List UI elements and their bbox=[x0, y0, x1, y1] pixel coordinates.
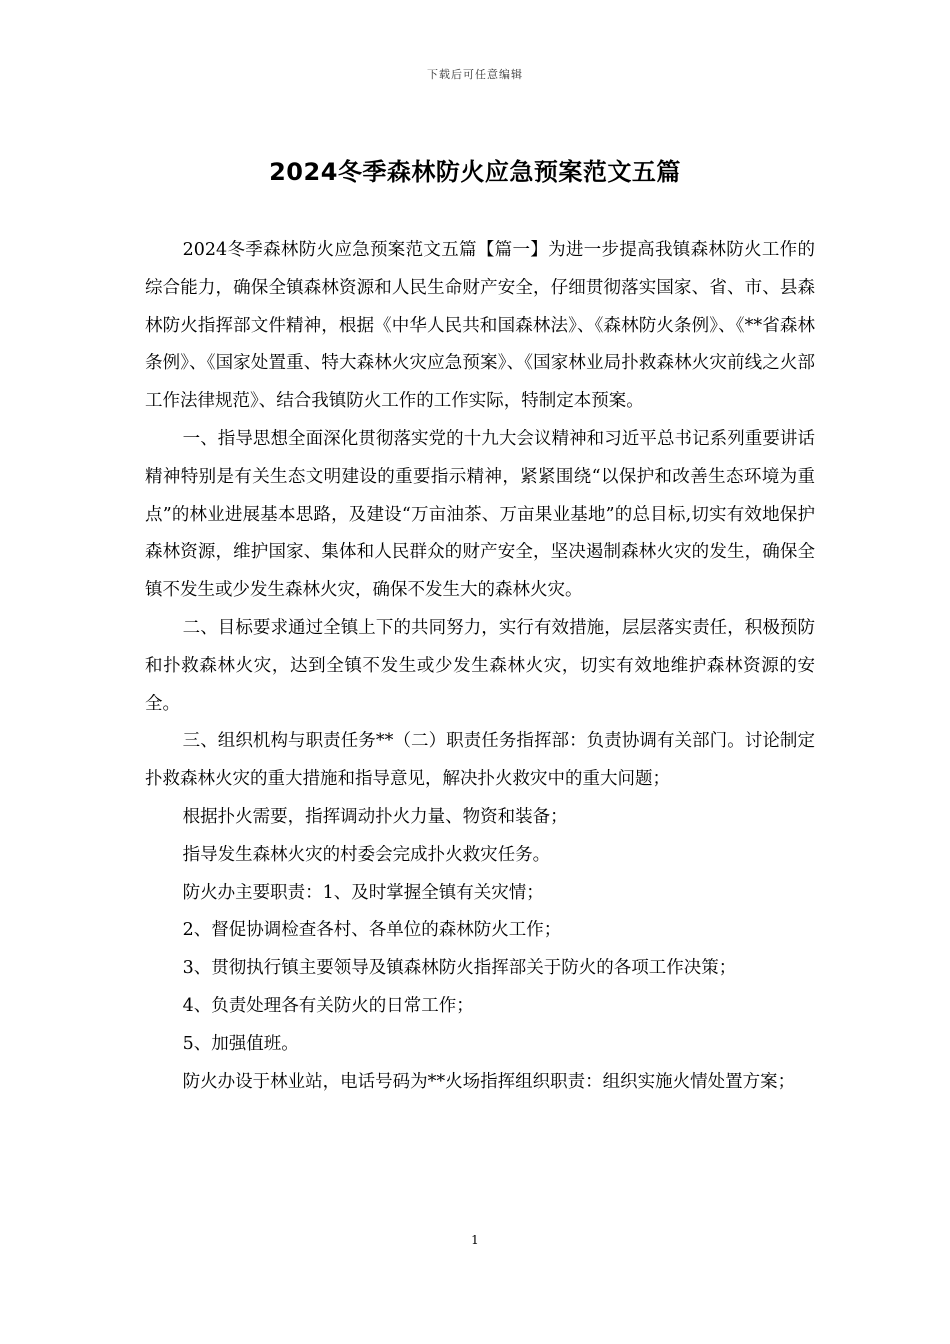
paragraph: 三、组织机构与职责任务**（二）职责任务指挥部：负责协调有关部门。讨论制定扑救森林火灾的重大措施和指导意见，解决扑火救灾中的重大问题； bbox=[145, 731, 815, 790]
paragraph: 二、目标要求通过全镇上下的共同努力，实行有效措施，层层落实责任，积极预防和扑救森林火灾，达到全镇不发生或少发生森林火灾，切实有效地维护森林资源的安全。 bbox=[145, 617, 815, 714]
paragraph: 2、督促协调检查各村、各单位的森林防火工作； bbox=[182, 920, 562, 941]
page-header-note: 下载后可任意编辑 bbox=[427, 68, 523, 81]
paragraph: 3、贯彻执行镇主要领导及镇森林防火指挥部关于防火的各项工作决策； bbox=[182, 958, 737, 979]
paragraph: 5、加强值班。 bbox=[182, 1033, 299, 1054]
paragraph: 防火办主要职责：1、及时掌握全镇有关灾情； bbox=[182, 882, 544, 903]
document-body bbox=[145, 232, 815, 1101]
paragraph: 4、负责处理各有关防火的日常工作； bbox=[182, 995, 474, 1016]
document-title: 2024冬季森林防火应急预案范文五篇 bbox=[269, 158, 681, 186]
paragraph: 2024冬季森林防火应急预案范文五篇【篇一】为进一步提高我镇森林防火工作的综合能力，确保全镇森林资源和人民生命财产安全，仔细贯彻落实国家、省、市、县森林防火指挥部文件精神，根据《中华人民共和国森林法》、《森林防火条例》、《**省森林条例》、《国家处置重、特大森林火灾应急预案》、《国家林业局扑救森林火灾前线之火部工作法律规范》、结合我镇防火工作的工作实际，特制定本预案。 bbox=[145, 240, 815, 412]
page-number: 1 bbox=[471, 1233, 479, 1247]
paragraph: 指导发生森林火灾的村委会完成扑火救灾任务。 bbox=[182, 844, 551, 865]
paragraph: 防火办设于林业站，电话号码为**火场指挥组织职责：组织实施火情处置方案； bbox=[182, 1071, 796, 1092]
paragraph: 一、指导思想全面深化贯彻落实党的十九大会议精神和习近平总书记系列重要讲话精神特别是有关生态文明建设的重要指示精神，紧紧围绕“以保护和改善生态环境为重点”的林业进展基本思路，及建设“万亩油茶、万亩果业基地”的总目标,切实有效地保护森林资源，维护国家、集体和人民群众的财产安全，坚决遏制森林火灾的发生，确保全镇不发生或少发生森林火灾，确保不发生大的森林火灾。 bbox=[145, 428, 815, 601]
paragraph: 根据扑火需要，指挥调动扑火力量、物资和装备； bbox=[182, 806, 568, 827]
